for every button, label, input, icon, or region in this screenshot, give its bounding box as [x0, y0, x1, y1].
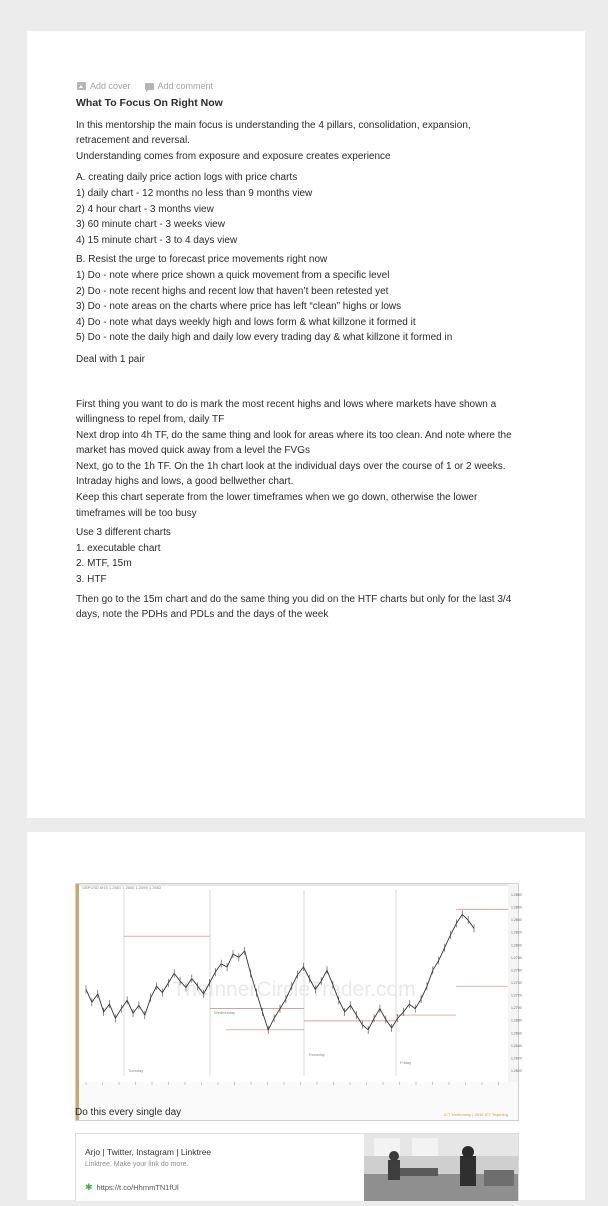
day-label: Thursday	[308, 1052, 325, 1057]
list-item: 5) Do - note the daily high and daily low every trading day & what killzone it formed in	[76, 332, 453, 344]
chart-footer: ICT Mentorship | 2016 ICT Teaching	[444, 1112, 508, 1117]
document-title: What To Focus On Right Now	[76, 97, 223, 109]
price-tick-label: 1.2720	[511, 993, 522, 998]
list-item: 2) Do - note recent highs and recent low that haven’t been retested yet	[76, 285, 389, 297]
price-tick-label: 1.2820	[511, 930, 522, 935]
price-tick-label: 1.2600	[511, 1069, 522, 1073]
price-tick-label: 1.2640	[511, 1043, 522, 1048]
link-card-url-text: https://t.co/HhmmTN1fUl	[96, 1183, 179, 1192]
price-tick-label: 1.2760	[511, 968, 522, 973]
chart-header: GBPUSD,M15 1.2661 1.2665 1.2659 1.2662	[82, 885, 162, 890]
paragraph: Next, go to the 1h TF. On the 1h chart look at the individual days over the course of 1 or 2 weeks. Intraday highs and lows, a good bellwether chart.	[76, 460, 506, 488]
list-item: 2) 4 hour chart - 3 months view	[76, 203, 214, 215]
price-tick-label: 1.2800	[511, 943, 522, 948]
paragraph: Keep this chart seperate from the lower timeframes when we go down, otherwise the lower timeframes will be too busy	[76, 492, 478, 519]
price-tick-label: 1.2780	[511, 955, 522, 960]
document-body[interactable]	[76, 96, 526, 623]
price-tick-label: 1.2620	[511, 1056, 522, 1061]
chart-watermark: TheInnerCircleTrader.com	[172, 978, 416, 1001]
price-tick-label: 1.2740	[511, 981, 522, 985]
document-actions	[77, 81, 213, 91]
link-card-url[interactable]	[85, 1182, 179, 1193]
link-preview-card[interactable]	[75, 1133, 519, 1201]
add-cover-button[interactable]	[77, 81, 131, 91]
list-item: 1. executable chart	[76, 542, 161, 554]
document-page-1	[27, 31, 585, 818]
link-card-title: Arjo | Twitter, Instagram | Linktree	[85, 1147, 212, 1157]
list-item: 4) 15 minute chart - 3 to 4 days view	[76, 234, 238, 246]
price-tick-label: 1.2840	[511, 918, 522, 923]
paragraph: First thing you want to do is mark the most recent highs and lows where markets have shown a willingness to repel from, daily TF	[76, 398, 497, 426]
link-card-thumbnail	[364, 1134, 518, 1201]
list-item: 4) Do - note what days weekly high and lows form & what killzone it formed it	[76, 316, 416, 328]
day-label: Wednesday	[214, 1010, 236, 1015]
list-item: 3) 60 minute chart - 3 weeks view	[76, 219, 225, 231]
comment-icon	[145, 83, 154, 90]
list-item: 2. MTF, 15m	[76, 558, 132, 570]
price-tick-label: 1.2680	[511, 1018, 522, 1023]
price-tick-label: 1.2860	[511, 905, 522, 910]
thumbnail-photo	[364, 1134, 518, 1201]
add-comment-button[interactable]	[145, 81, 214, 91]
link-card-description: Linktree. Make your link do more.	[85, 1161, 189, 1168]
price-tick-label: 1.2660	[511, 1031, 522, 1036]
paragraph: Use 3 different charts	[76, 527, 171, 539]
add-cover-label: Add cover	[90, 81, 131, 91]
price-chart-image	[75, 883, 522, 1121]
list-item: 1) daily chart - 12 months no less than 9 months view	[76, 187, 313, 199]
paragraph: Understanding comes from exposure and exposure creates experience	[76, 150, 391, 162]
linktree-icon: ✱	[85, 1182, 93, 1192]
add-comment-label: Add comment	[157, 81, 214, 91]
paragraph: Then go to the 15m chart and do the same thing you did on the HTF charts but only for the last 3/4 days, note the PDHs and PDLs and the days of the week	[76, 593, 512, 621]
list-item: 1) Do - note where price shown a quick movement from a specific level	[76, 269, 390, 281]
price-tick-label: 1.2880	[511, 893, 522, 897]
paragraph: In this mentorship the main focus is understanding the 4 pillars, consolidation, expansion, retracement and reversal.	[76, 119, 471, 147]
paragraph: Deal with 1 pair	[76, 353, 145, 365]
price-tick-label: 1.2700	[511, 1006, 522, 1011]
list-item: 3. HTF	[76, 574, 107, 586]
chart-left-border	[76, 884, 79, 1120]
image-icon	[77, 82, 86, 90]
paragraph: B. Resist the urge to forecast price movements right now	[76, 254, 328, 266]
document-page-2	[27, 832, 585, 1200]
chart-plot	[76, 884, 522, 1120]
paragraph: A. creating daily price action logs with price charts	[76, 172, 298, 184]
image-caption: Do this every single day	[75, 1107, 182, 1118]
list-item: 3) Do - note areas on the charts where price has left “clean” highs or lows	[76, 301, 402, 313]
day-label: Friday	[400, 1060, 412, 1065]
day-label: Tuesday	[128, 1068, 144, 1073]
paragraph: Next drop into 4h TF, do the same thing and look for areas where its too clean. And note where the market has moved quick away from a level the FVGs	[76, 429, 512, 457]
